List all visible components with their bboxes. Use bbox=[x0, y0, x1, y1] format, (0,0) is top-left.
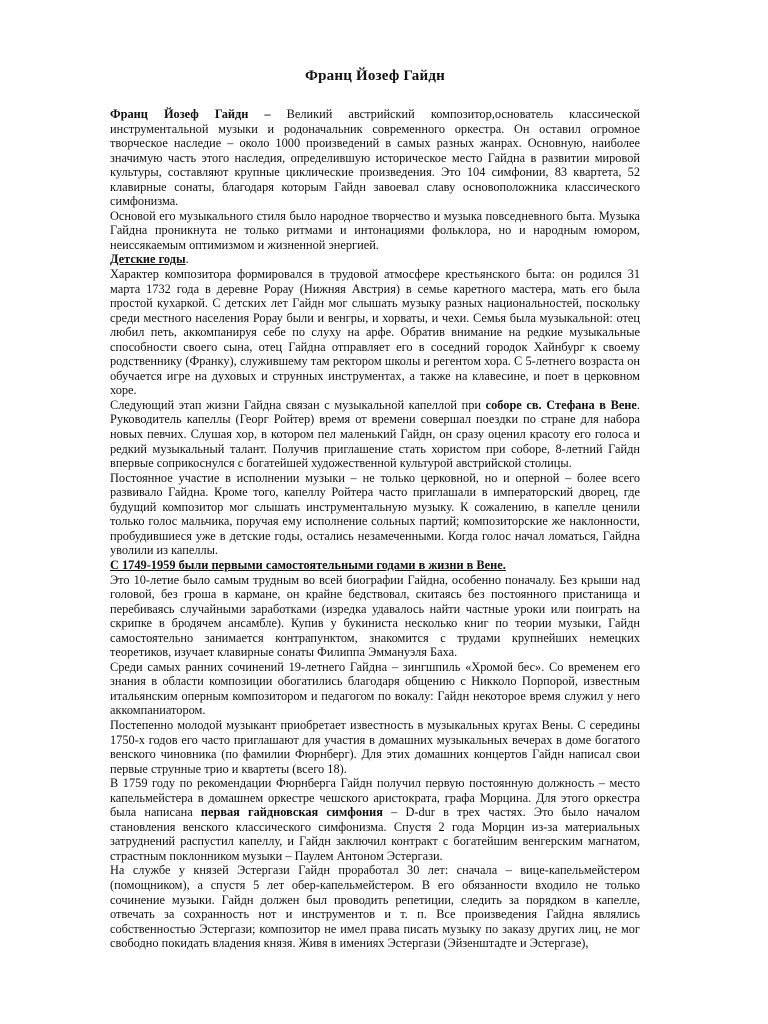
paragraph bbox=[110, 558, 640, 573]
paragraph-text: На службе у князей Эстергази Гайдн проработал 30 лет: сначала – вице-капельмейстером (помощником), а спустя 5 лет обер-капельмейстером. В его обязанности входило не только сочинение музыки. Гайдн должен был проводить репетиции, следить за порядком в капелле, отвечать за сохранность нот и инструментов и т. п. Все произведения Гайдна являлись собственностью Эстергази; композитор не имел права писать музыку по заказу других лиц, не мог свободно покидать владения князя. Живя в имениях Эстергази (Эйзенштадте и Эстергазе), bbox=[110, 863, 640, 951]
paragraph bbox=[110, 718, 640, 776]
section-heading: С 1749-1959 были первыми самостоятельными годами в жизни в Вене. bbox=[110, 557, 506, 572]
bold-text: первая гайдновская симфония bbox=[200, 805, 383, 820]
paragraph bbox=[110, 660, 640, 718]
paragraph bbox=[110, 107, 640, 209]
bold-text: соборе св. Стефана в Вене bbox=[485, 397, 637, 412]
section-heading: Детские годы bbox=[110, 252, 186, 267]
document-title: Франц Йозеф Гайдн bbox=[305, 68, 445, 84]
paragraph-text: Это 10-летие было самым трудным во всей биографии Гайдна, особенно поначалу. Без крыши над головой, без гроша в кармане, он крайне бедствовал, скитаясь без постоянного пристанища и перебиваясь случайными заработками (изредка удавалось найти частные уроки или поиграть на скрипке в бродячем ансамбле). Купив у букиниста несколько книг по теории музыки, Гайдн самостоятельно занимается контрапунктом, знакомится с трудами крупнейших немецких теоретиков, изучает клавирные сонаты Филиппа Эммануэля Баха. bbox=[110, 572, 640, 660]
paragraph-text: Среди самых ранних сочинений 19-летнего Гайдна – зингшпиль «Хромой бес». Со временем его знания в области композиции обогатились благодаря общению с Никколо Порпорой, известным итальянским оперным композитором и педагогом по вокалу: Гайдн некоторое время служил у него аккомпаниатором. bbox=[110, 659, 640, 718]
paragraph bbox=[110, 252, 640, 267]
paragraph bbox=[110, 209, 640, 253]
paragraph-text: – D-dur в трех частях. Это было началом становления венского классического симфонизма. Спустя 2 года Морцин из-за материальных затруднений распустил капеллу, и Гайдн заключил контракт с богатейшим венгерским магнатом, страстным поклонником музыки – Паулем Антоном Эстергази. bbox=[110, 805, 640, 863]
paragraph bbox=[110, 776, 640, 863]
paragraph-text: Постоянное участие в исполнении музыки – не только церковной, но и оперной – более всего развивало Гайдна. Кроме того, капеллу Ройтера часто приглашали в императорский дворец, где будущий композитор мог слышать инструментальную музыку. К сожалению, в капелле ценили только голос мальчика, поручая ему исполнение сольных партий; композиторские же наклонности, пробудившиеся уже в детские годы, остались незамеченными. Когда голос начал ломаться, Гайдна уволили из капеллы. bbox=[110, 470, 640, 558]
paragraph bbox=[110, 573, 640, 660]
paragraph-text: Следующий этап жизни Гайдна связан с музыкальной капеллой при bbox=[110, 397, 486, 412]
paragraph-text: Характер композитора формировался в трудовой атмосфере крестьянского быта: он родился 31 марта 1732 года в деревне Рорау (Нижняя Австрия) в семье каретного мастера, мать его была простой кухаркой. С детских лет Гайдн мог слышать музыку разных национальностей, поскольку среди местного населения Рорау были и венгры, и хорваты, и чехи. Семья была музыкальной: отец любил петь, аккомпанируя себе по слуху на арфе. Обратив внимание на редкие музыкальные способности своего сына, отец Гайдна отправляет его в соседний городок Хайнбург к своему родственнику (Франку), служившему там ректором школы и регентом хора. С 5-летнего возраста он обучается игре на духовых и струнных инструментах, а также на клавесине, и поет в церковном хоре. bbox=[110, 267, 640, 398]
paragraph-text: Великий австрийский композитор,основатель классической инструментальной музыки и родоначальник современного оркестра. Он оставил огромное творческое наследие – около 1000 произведений в самых разных жанрах. Основную, наиболее значимую часть этого наследия, определившую историческое место Гайдна в развитии мировой культуры, составляют крупные циклические произведения. Это 104 симфонии, 83 квартета, 52 клавирные сонаты, благодаря которым Гайдн завоевал славу основоположника классического симфонизма. bbox=[110, 107, 640, 209]
document-body bbox=[110, 107, 640, 951]
paragraph-text: . Руководитель капеллы (Георг Ройтер) время от времени совершал поездки по стране для набора новых певчих. Слушая хор, в котором пел маленький Гайдн, он сразу оценил красоту его голоса и редкий музыкальный талант. Получив приглашение стать хористом при соборе, 8-летний Гайдн впервые соприкоснулся с богатейшей художественной культурой австрийской столицы. bbox=[110, 397, 640, 471]
paragraph bbox=[110, 398, 640, 471]
paragraph bbox=[110, 267, 640, 398]
paragraph-text: Постепенно молодой музыкант приобретает известность в музыкальных кругах Вены. С середины 1750-х годов его часто приглашают для участия в домашних музыкальных вечерах в доме богатого венского чиновника (по фамилии Фюрнберг). Для этих домашних концертов Гайдн написал свои первые струнные трио и квартеты (всего 18). bbox=[110, 717, 640, 776]
paragraph-text: . bbox=[185, 252, 189, 267]
paragraph bbox=[110, 471, 640, 558]
bold-text: Франц Йозеф Гайдн – bbox=[110, 107, 271, 121]
paragraph bbox=[110, 863, 640, 950]
paragraph-text: В 1759 году по рекомендации Фюрнберга Гайдн получил первую постоянную должность – место капельмейстера в домашнем оркестре чешского аристократа, графа Морцина. Для этого оркестра была написана bbox=[110, 776, 640, 820]
paragraph-text: Основой его музыкального стиля было народное творчество и музыка повседневного быта. Музыка Гайдна проникнута не только ритмами и интонациями фольклора, но и народным юмором, неиссякаемым оптимизмом и жизненной энергией. bbox=[110, 208, 640, 252]
